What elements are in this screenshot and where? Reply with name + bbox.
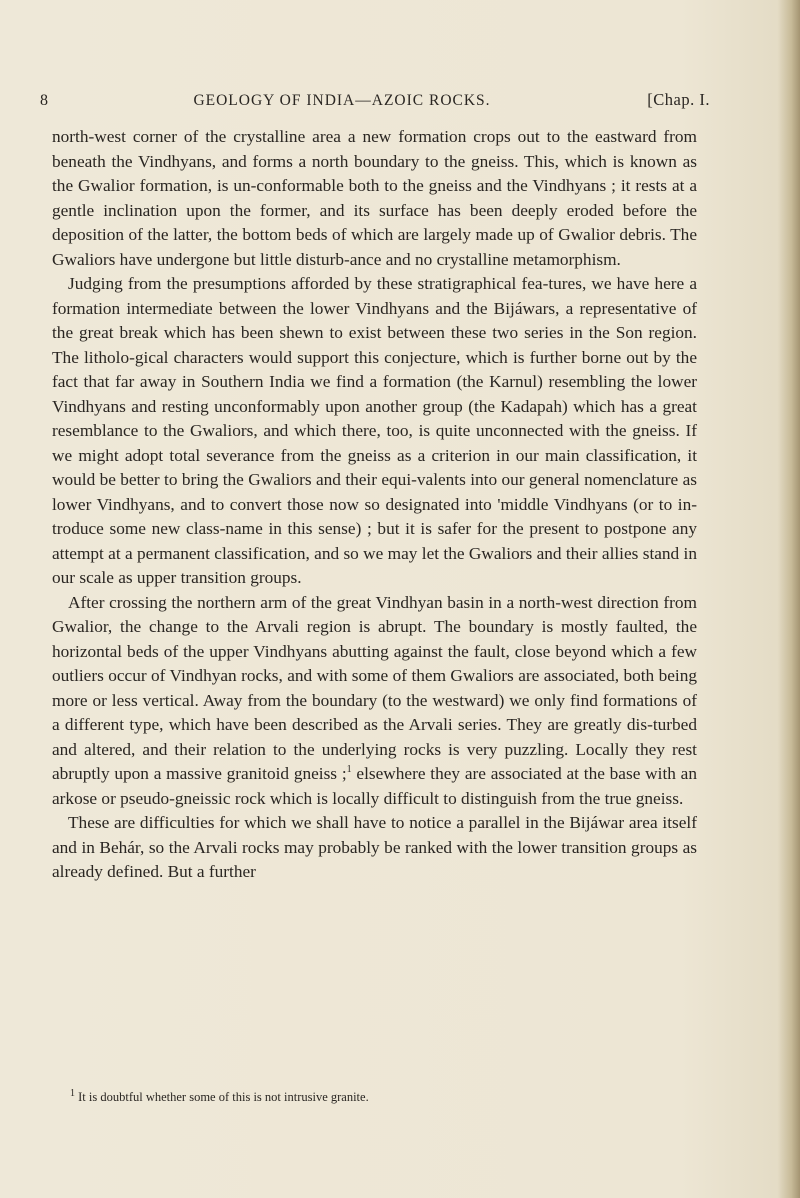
footnote-reference: 1 (346, 764, 352, 776)
footnote (52, 1087, 697, 1105)
paragraph: These are difficulties for which we shall have to notice a parallel in the Bijáwar area itself and in Behár, so the Arvali rocks may probably be ranked with the lower transition groups as already defined. But a further (52, 813, 697, 881)
footnote-marker: 1 (70, 1087, 75, 1099)
chapter-reference: [Chap. I. (647, 90, 710, 109)
footnote-text: It is doubtful whether some of this is not intrusive granite. (75, 1090, 369, 1104)
paragraph-text: After crossing the northern arm of the great Vindhyan basin in a north-west direction from Gwalior, the change to the Arvali region is abrupt. The boundary is mostly faulted, the horizontal beds of the upper Vindhyans abutting against the fault, close beyond which a few outliers occur of Vindhyan rocks, and with some of them Gwaliors are associated, both being more or less vertical. Away from the boundary (to the westward) we only find formations of a different type, which have been described as the Arvali series. They are greatly dis-turbed and altered, and their relation to the underlying rocks is very puzzling. Locally they rest abruptly upon a massive granitoid gneiss ; (52, 592, 697, 783)
running-head (40, 90, 710, 120)
body-text (52, 125, 697, 885)
binding-shadow (778, 0, 800, 1198)
paragraph: Judging from the presumptions afforded by these stratigraphical fea-tures, we have here a formation intermediate between the lower Vindhyans and the Bijáwars, a representative of the great break which has been shewn to exist between these two series in the Son region. The litholo-gical characters would support this conjecture, which is further borne out by the fact that far away in Southern India we find a formation (the Karnul) resembling the lower Vindhyans and resting unconformably upon another group (the Kadapah) which has a great resemblance to the Gwaliors, and which there, too, is quite unconnected with the gneiss. If we might adopt total severance from the gneiss as a criterion in our main classification, it would be better to bring the Gwaliors and their equi-valents into our general nomenclature as lower Vindhyans, and to convert those now so designated into 'middle Vindhyans (or to in-troduce some new class-name in this sense) ; but it is safer for the present to postpone any attempt at a permanent classification, and so we may let the Gwaliors and their allies stand in our scale as upper transition groups. (52, 274, 697, 587)
page-number: 8 (40, 92, 49, 109)
paragraph: north-west corner of the crystalline area a new formation crops out to the eastward from beneath the Vindhyans, and forms a north boundary to the gneiss. This, which is known as the Gwalior formation, is un-conformable both to the gneiss and the Vindhyans ; it rests at a gentle inclination upon the former, and its surface has been deeply eroded before the deposition of the latter, the bottom beds of which are largely made up of Gwalior debris. The Gwaliors have undergone but little disturb-ance and no crystalline metamorphism. (52, 127, 697, 269)
paragraph-text: elsewhere they are associated at the base with an arkose or pseudo-gneissic rock which is locally difficult to distinguish from the true gneiss. (52, 764, 697, 808)
paragraph (52, 591, 697, 812)
running-title: GEOLOGY OF INDIA—AZOIC ROCKS. (193, 92, 491, 109)
